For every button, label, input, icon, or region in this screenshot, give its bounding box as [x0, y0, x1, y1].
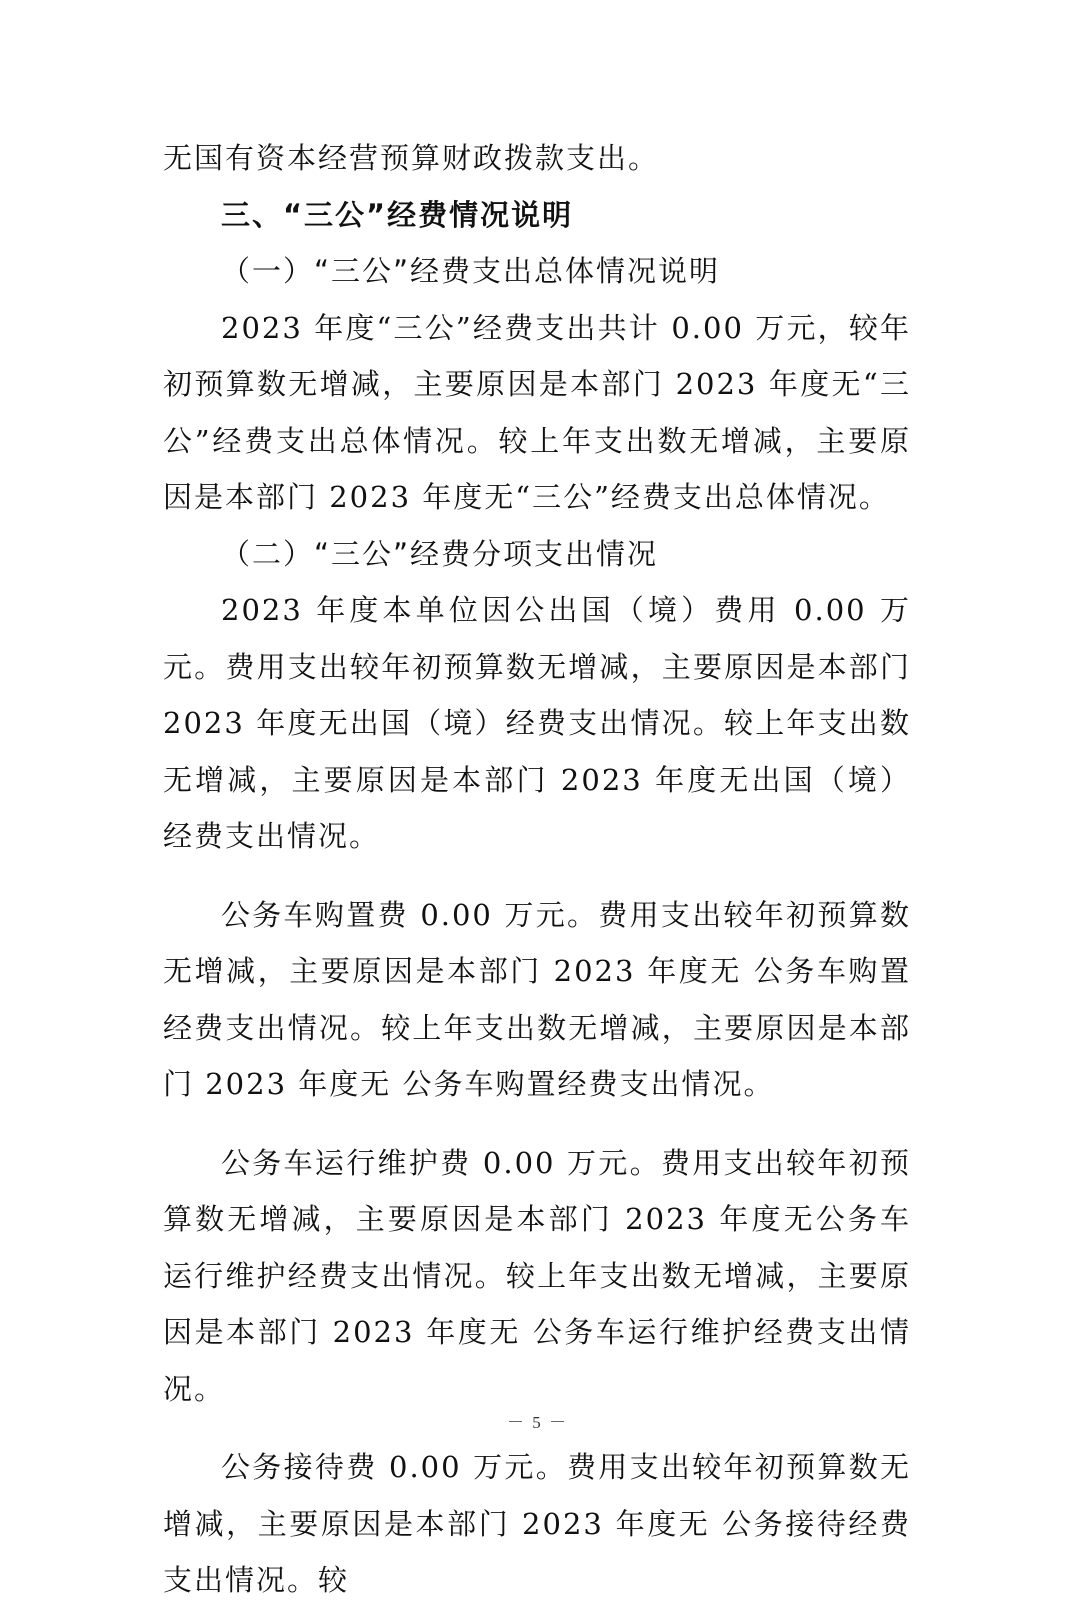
subsection-heading-itemized: （二）“三公”经费分项支出情况 [221, 536, 659, 571]
subsection-heading-overall: （一）“三公”经费支出总体情况说明 [221, 254, 721, 288]
reception-expense-paragraph: 公务接待费 0.00 万元。费用支出较年初预算数无增减，主要原因是本部门 2023 年度无 公务接待经费支出情况。较 [163, 1450, 911, 1597]
continuation-paragraph: 无国有资本经营预算财政拨款支出。 [163, 141, 660, 175]
document-body [163, 130, 911, 1609]
abroad-expense-paragraph: 2023 年度本单位因公出国（境）费用 0.00 万元。费用支出较年初预算数无增减，主要原因是本部门 2023 年度无出国（境）经费支出情况。较上年支出数无增减，主要原因是本部门 2023 年度无出国（境）经费支出情况。 [163, 593, 911, 853]
paragraph-gap [163, 1113, 911, 1135]
overall-expense-paragraph: 2023 年度“三公”经费支出共计 0.00 万元，较年初预算数无增减，主要原因是本部门 2023 年度无“三公”经费支出总体情况。较上年支出数无增减，主要原因是本部门 2023 年度无“三公”经费支出总体情况。 [163, 310, 911, 514]
page-number: － 5 － [507, 1413, 568, 1432]
paragraph-gap [163, 865, 911, 887]
section-heading-three-public-expenses: 三、“三公”经费情况说明 [221, 197, 574, 232]
vehicle-purchase-paragraph: 公务车购置费 0.00 万元。费用支出较年初预算数无增减，主要原因是本部门 2023 年度无 公务车购置经费支出情况。较上年支出数无增减，主要原因是本部门 2023 年度无 公务车购置经费支出情况。 [163, 897, 911, 1101]
vehicle-operation-paragraph: 公务车运行维护费 0.00 万元。费用支出较年初预算数无增减，主要原因是本部门 2023 年度无公务车运行维护经费支出情况。较上年支出数无增减，主要原因是本部门 2023 年度无 公务车运行维护经费支出情况。 [163, 1145, 911, 1406]
